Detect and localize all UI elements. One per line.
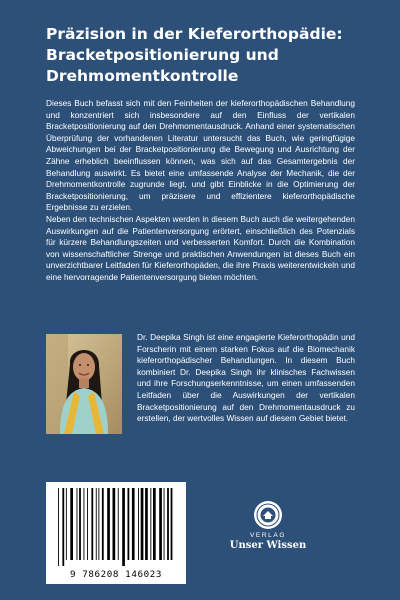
- barcode-bar: [118, 488, 119, 560]
- barcode-bar: [122, 488, 125, 566]
- barcode-bar: [77, 488, 78, 560]
- barcode-bar: [164, 488, 165, 560]
- author-photo: [46, 334, 122, 434]
- publisher-logo-icon: [253, 500, 283, 530]
- publisher-verlag-label: VERLAG: [250, 532, 286, 539]
- barcode-bar: [153, 488, 156, 560]
- isbn-barcode: [46, 482, 186, 584]
- barcode-bar: [141, 488, 144, 560]
- author-bio: Dr. Deepika Singh ist eine engagierte Kieferorthopädin und Forscherin mit einem starken Fokus auf die Biomechanik kieferorthopädischer Behandlungen. In diesem Buch kombiniert Dr. Deepika Singh ihr klinisches Fachwissen und ihre Forschungserkenntnisse, um einen umfassenden Leitfaden über die Auswirkungen der vertikalen Bracketpositionierung auf den Drehmomentausdruck zu erstellen, der wertvolles Wissen auf diesem Gebiet bietet.: [137, 332, 355, 424]
- barcode-bar: [70, 488, 73, 560]
- barcode-bar: [107, 488, 110, 560]
- title-line-3: Drehmomentkontrolle: [46, 67, 239, 85]
- barcode-bar: [102, 488, 104, 560]
- barcode-bar: [66, 488, 67, 560]
- barcode-bar: [150, 488, 151, 560]
- title-line-2: Bracketpositionierung und: [46, 46, 279, 64]
- book-description: [46, 98, 355, 284]
- book-title: [46, 24, 366, 87]
- barcode-bar: [171, 488, 173, 560]
- publisher-block: [228, 500, 308, 551]
- barcode-bar: [113, 488, 116, 560]
- title-line-1: Präzision in der Kieferorthopädie:: [46, 25, 343, 43]
- barcode-bar: [62, 488, 64, 566]
- barcode-bar: [87, 488, 88, 560]
- barcode-bar: [138, 488, 139, 560]
- description-paragraph-1: Dieses Buch befasst sich mit den Feinheiten der kieferorthopädischen Behandlung und konzentriert sich insbesondere auf den Einfluss der vertikalen Bracketpositionierung auf den Drehmomentausdruck. Anhand einer systematischen Überprüfung der vorhandenen Literatur untersucht das Buch, wie geringfügige Abweichungen bei der Bracketpositionierung die Bewegung und Ausrichtung der Zähne erheblich beeinflussen können, was sich auf das Gesamtergebnis der Behandlung auswirkt. Es bietet eine umfassende Analyse der Mechanik, die der Drehmomentkontrolle zugrunde liegt, und gibt Einblicke in die Optimierung der Bracketpositionierung, um präzisere und effizientere kieferorthopädische Ergebnisse zu erzielen.: [46, 98, 355, 213]
- barcode-bar: [96, 488, 97, 560]
- publisher-name: Unser Wissen: [229, 540, 307, 551]
- barcode-bar: [79, 488, 81, 560]
- barcode-bar: [91, 488, 93, 560]
- barcode-bar: [132, 488, 135, 560]
- barcode-bar: [145, 488, 148, 560]
- barcode-bar: [98, 488, 99, 560]
- description-paragraph-2: Neben den technischen Aspekten werden in diesem Buch auch die weitergehenden Auswirkungen auf die Patientenversorgung erörtert, einschließlich des Potenzials für kürzere Behandlungszeiten und verbesserten Komfort. Durch die Kombination von wissenschaftlicher Strenge und praktischen Anwendungen ist dieses Buch ein unverzichtbarer Leitfaden für Kieferorthopäden, die ihre Praxis weiterentwickeln und eine hervorragende Patientenversorgung bieten möchten.: [46, 213, 355, 282]
- barcode-bar: [159, 488, 162, 560]
- author-portrait-image: [46, 334, 122, 434]
- barcode-bar: [128, 488, 130, 560]
- barcode-bar: [84, 488, 85, 560]
- barcode-bar: [167, 488, 169, 560]
- barcode-bars: [46, 482, 186, 568]
- barcode-number: 9 786208 146023: [70, 569, 162, 580]
- barcode-bar: [58, 488, 59, 566]
